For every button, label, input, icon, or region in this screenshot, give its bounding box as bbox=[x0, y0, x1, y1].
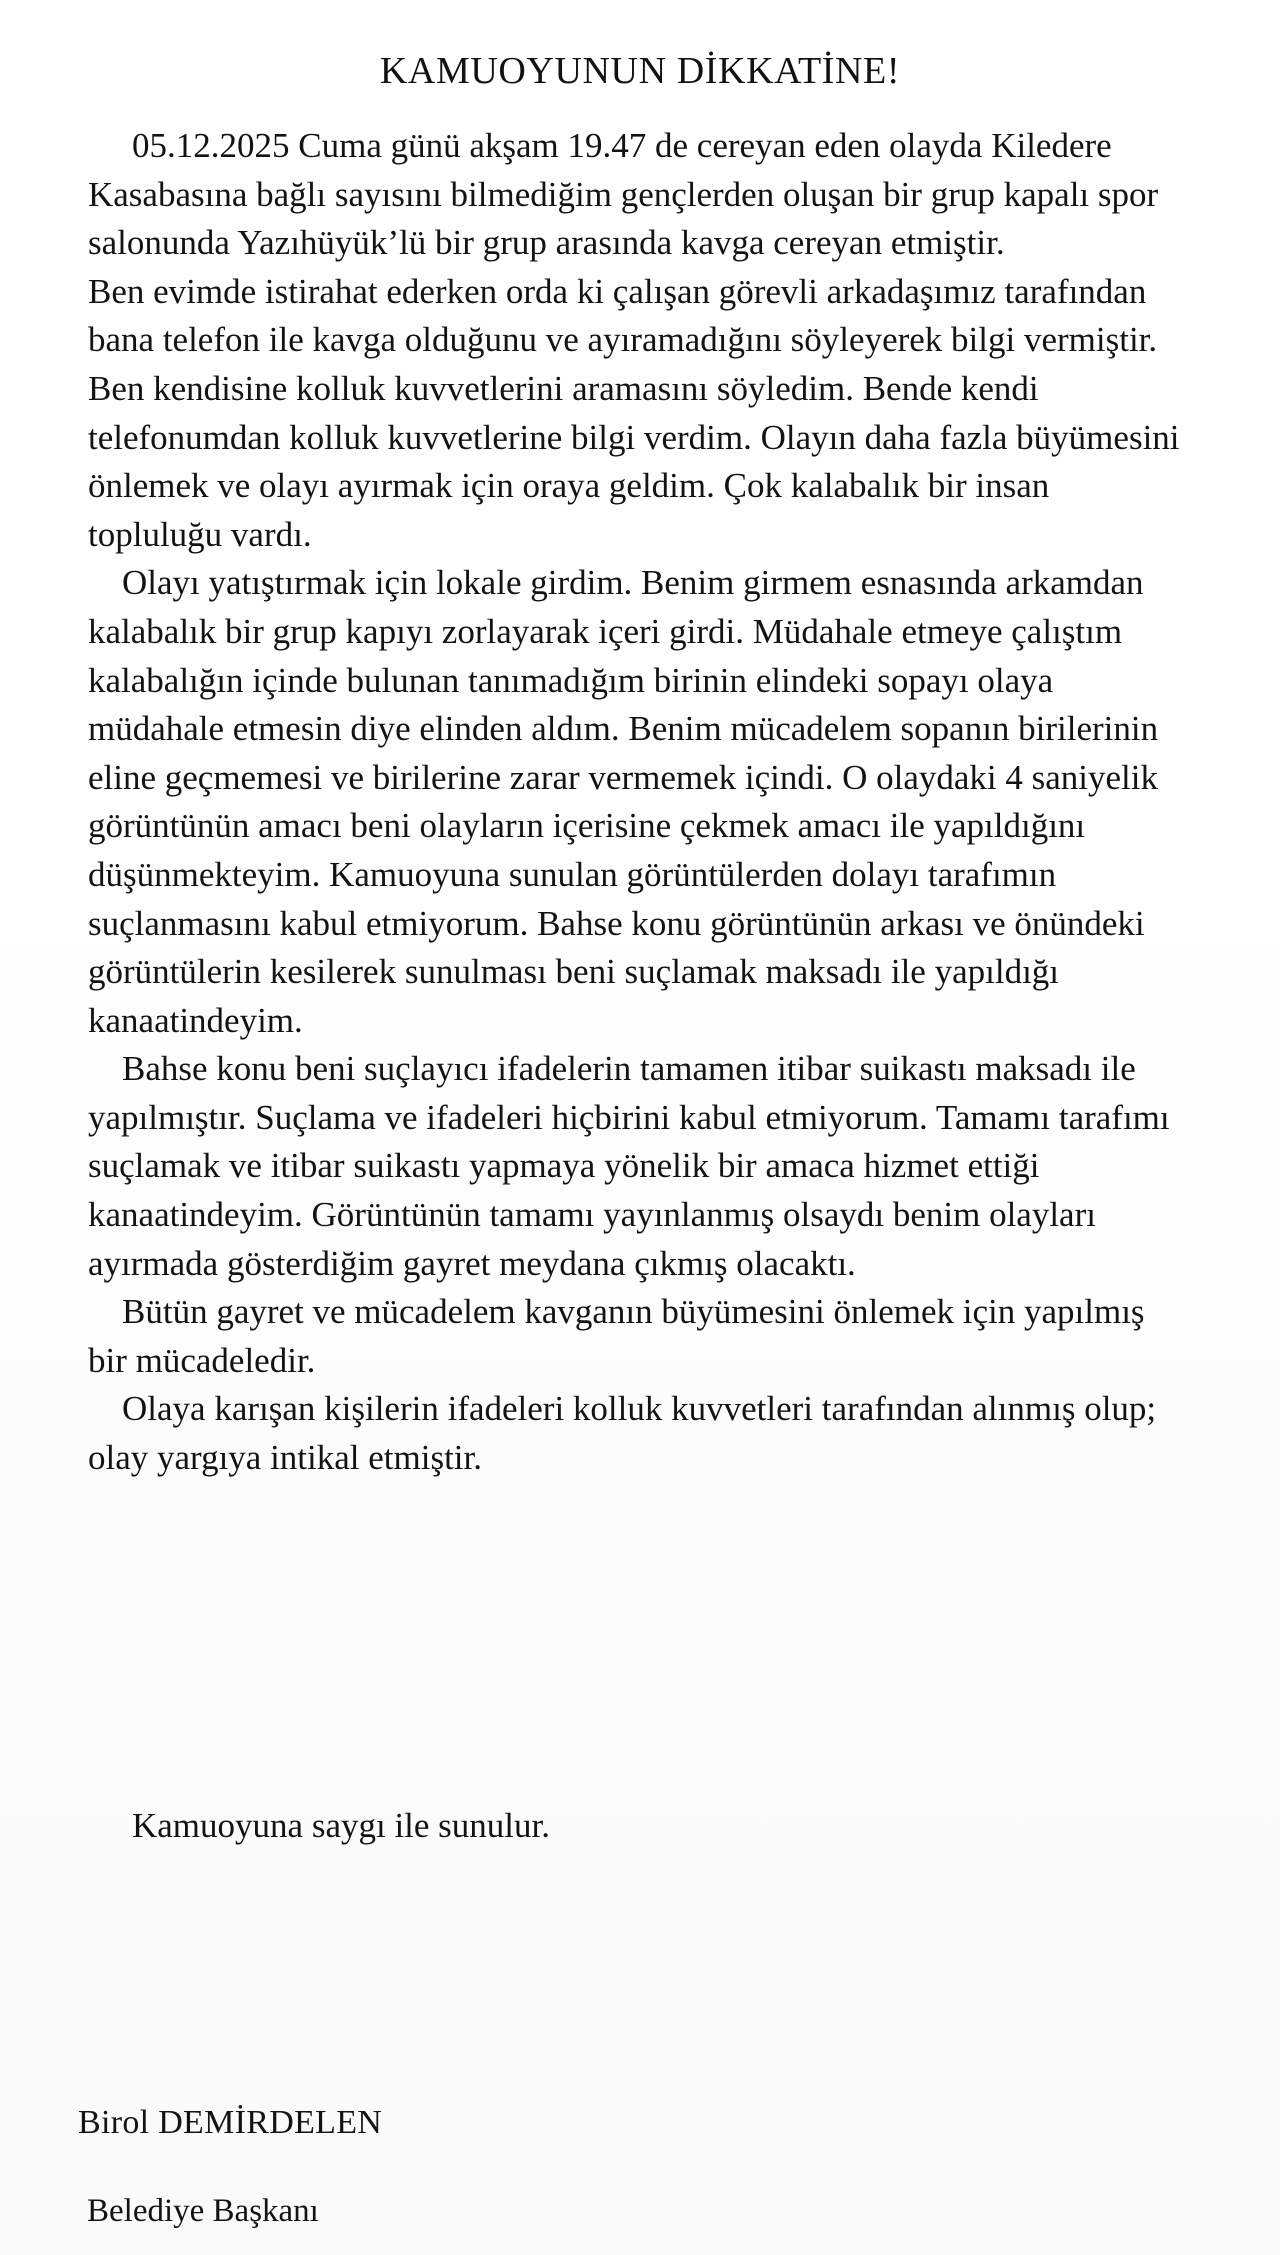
paragraph-5: Bütün gayret ve mücadelem kavganın büyümesini önlemek için yapılmış bir mücadeledir. bbox=[88, 1292, 1145, 1380]
signer-title: Belediye Başkanı bbox=[87, 2193, 319, 2229]
paragraph-3: Olayı yatıştırmak için lokale girdim. Benim girmem esnasında arkamdan kalabalık bir grup kapıyı zorlayarak içeri girdi. Müdahale etmeye çalıştım kalabalığın içinde bulunan tanımadığım birinin elindeki sopayı olaya müdahale etmesin diye elinden aldım. Benim mücadelem sopanın birilerinin eline geçmemesi ve birilerine zarar vermemek içindi. O olaydaki 4 saniyelik görüntünün amacı beni olayların içerisine çekmek amacı ile yapıldığını düşünmekteyim. Kamuoyuna sunulan görüntülerden dolayı tarafımın suçlanmasını kabul etmiyorum. Bahse konu görüntünün arkası ve önündeki görüntülerin kesilerek sunulması beni suçlamak maksadı ile yapıldığı kanaatindeyim. bbox=[88, 563, 1159, 1040]
paragraph-4: Bahse konu beni suçlayıcı ifadelerin tamamen itibar suikastı maksadı ile yapılmıştır. Suçlama ve ifadeleri hiçbirini kabul etmiyorum. Tamamı tarafımı suçlamak ve itibar suikastı yapmaya yönelik bir amaca hizmet ettiği kanaatindeyim. Görüntünün tamamı yayınlanmış olsaydı benim olayları ayırmada gösterdiğim gayret meydana çıkmış olacaktı. bbox=[88, 1049, 1170, 1283]
closing-statement: Kamuoyuna saygı ile sunulur. bbox=[132, 1806, 551, 1845]
signature-block bbox=[78, 2101, 778, 2233]
signer-name: Birol DEMİRDELEN bbox=[78, 2104, 383, 2141]
page-title: KAMUOYUNUN DİKKATİNE! bbox=[379, 50, 901, 93]
paragraph-2: Ben evimde istirahat ederken orda ki çalışan görevli arkadaşımız tarafından bana telefon ile kavga olduğunu ve ayıramadığını söyleyerek bilgi vermiştir. Ben kendisine kolluk kuvvetlerini aramasını söyledim. Bende kendi telefonumdan kolluk kuvvetlerine bilgi verdim. Olayın daha fazla büyümesini önlemek ve olayı ayırmak için oraya geldim. Çok kalabalık bir insan topluluğu vardı. bbox=[88, 271, 1180, 554]
paragraph-1: 05.12.2025 Cuma günü akşam 19.47 de cereyan eden olayda Kiledere Kasabasına bağlı sayısını bilmediğim gençlerden oluşan bir grup kapalı spor salonunda Yazıhüyük’lü bir grup arasında kavga cereyan etmiştir. bbox=[88, 126, 1159, 263]
closing-section bbox=[88, 1802, 1184, 1850]
paragraph-6: Olaya karışan kişilerin ifadeleri kolluk kuvvetleri tarafından alınmış olup; olay yargıya intikal etmiştir. bbox=[88, 1389, 1157, 1478]
document-body bbox=[88, 122, 1184, 1483]
